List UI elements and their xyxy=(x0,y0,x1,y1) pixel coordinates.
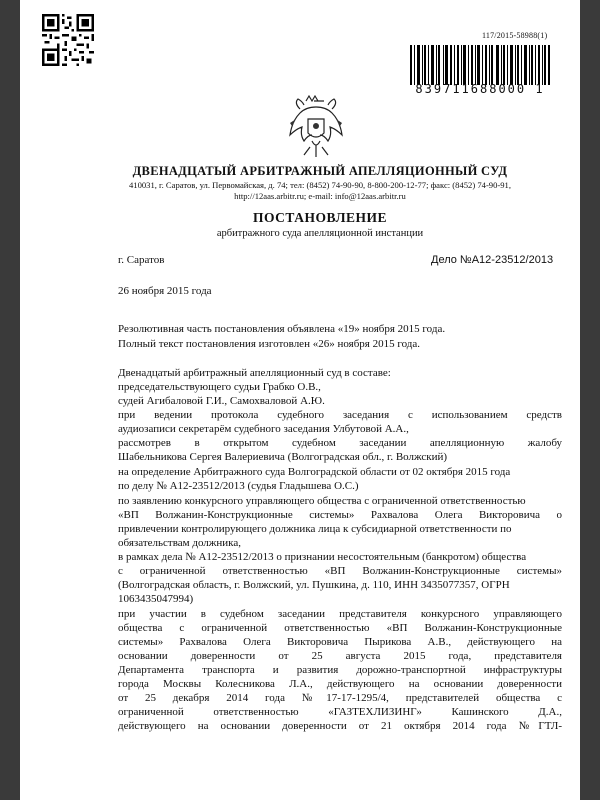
case-code: 117/2015-58988(1) xyxy=(482,31,548,40)
qr-code xyxy=(42,14,94,66)
body-line: общества с ограниченной ответственностью «ВП Волжанин-Конструкционные xyxy=(118,622,562,634)
body-line: на определение Арбитражного суда Волгоградской области от 02 октября 2015 года xyxy=(118,466,511,478)
body-line: по делу № А12-23512/2013 (судья Гладышева О.С.) xyxy=(118,480,359,492)
body-line: при ведении протокола судебного заседания с использованием средств xyxy=(118,409,562,421)
case-number: Дело №А12-23512/2013 xyxy=(431,254,554,266)
court-address-line2: http://12aas.arbitr.ru; e-mail: info@12aas.arbitr.ru xyxy=(234,191,406,201)
body-line: судей Агибаловой Г.И., Самохваловой А.Ю. xyxy=(118,395,325,407)
body-line: Шабельникова Сергея Валериевича (Волгоградская обл., г. Волжский) xyxy=(118,451,448,463)
document-date: 26 ноября 2015 года xyxy=(118,285,212,297)
body-line: системы» Рахвалова Олега Викторовича Пырикова А.В., действующего на xyxy=(118,636,562,648)
body-line: (Волгоградская область, г. Волжский, ул. Пушкина, д. 110, ИНН 3435077357, ОГРН xyxy=(118,579,510,591)
body-line: 1063435047994) xyxy=(118,593,194,605)
body-line: при участии в судебном заседании представителя конкурсного управляющего xyxy=(118,608,562,620)
body-line: привлечении контролирующего должника лица к субсидиарной ответственности по xyxy=(118,523,512,535)
court-address-line1: 410031, г. Саратов, ул. Первомайская, д. 74; тел: (8452) 74-90-90, 8-800-200-12-77; факс: (8452) 74-90-91, xyxy=(128,180,512,190)
document-subtitle: арбитражного суда апелляционной инстанции xyxy=(216,228,424,239)
body-line: в рамках дела № А12-23512/2013 о признании несостоятельным (банкротом) общества xyxy=(118,551,527,563)
body-line: рассмотрев в открытом судебном заседании апелляционную жалобу xyxy=(118,437,562,449)
barcode xyxy=(410,45,550,85)
document-title: ПОСТАНОВЛЕНИЕ xyxy=(252,210,388,225)
body-line: аудиозаписи секретарём судебного заседания Улбутовой А.А., xyxy=(118,423,409,435)
body-line: города Москвы Колесникова Л.А., действующего на основании доверенности xyxy=(118,678,562,690)
body-line: председательствующего судьи Грабко О.В., xyxy=(118,381,321,393)
court-name: ДВЕНАДЦАТЫЙ АРБИТРАЖНЫЙ АПЕЛЛЯЦИОННЫЙ СУД xyxy=(132,164,508,178)
body-line: от 25 декабря 2014 года №17-17-1295/4, представителей общества с xyxy=(118,692,562,704)
state-emblem-icon xyxy=(286,93,346,159)
body-line: основании доверенности от 25 августа 2015 года, представителя xyxy=(118,650,562,662)
court-address xyxy=(90,180,550,202)
city: г. Саратов xyxy=(118,254,165,266)
body-line: действующего на основании доверенности от 21 октября 2014 года №ГТЛ- xyxy=(118,720,562,732)
body-line: ограниченной ответственностью «ГАЗТЕХЛИЗИНГ» Кашинского Д.А., xyxy=(118,706,562,718)
barcode-number: 839711688000 1 xyxy=(415,82,545,96)
announce-line: Резолютивная часть постановления объявлена «19» ноября 2015 года. xyxy=(118,323,446,335)
document-page xyxy=(20,0,580,800)
body-line: с ограниченной ответственностью «ВП Волжанин-Конструкционные системы» xyxy=(118,565,562,577)
body-line: Двенадцатый арбитражный апелляционный суд в составе: xyxy=(118,367,391,379)
body-line: по заявлению конкурсного управляющего общества с ограниченной ответственностью xyxy=(118,495,526,507)
announce-line: Полный текст постановления изготовлен «26» ноября 2015 года. xyxy=(118,338,420,350)
body-line: Департамента транспорта и развития дорожно-транспортной инфраструктуры xyxy=(118,664,562,676)
body-line: обязательствам должника, xyxy=(118,537,241,549)
body-line: «ВП Волжанин-Конструкционные системы» Рахвалова Олега Викторовича о xyxy=(118,509,562,521)
